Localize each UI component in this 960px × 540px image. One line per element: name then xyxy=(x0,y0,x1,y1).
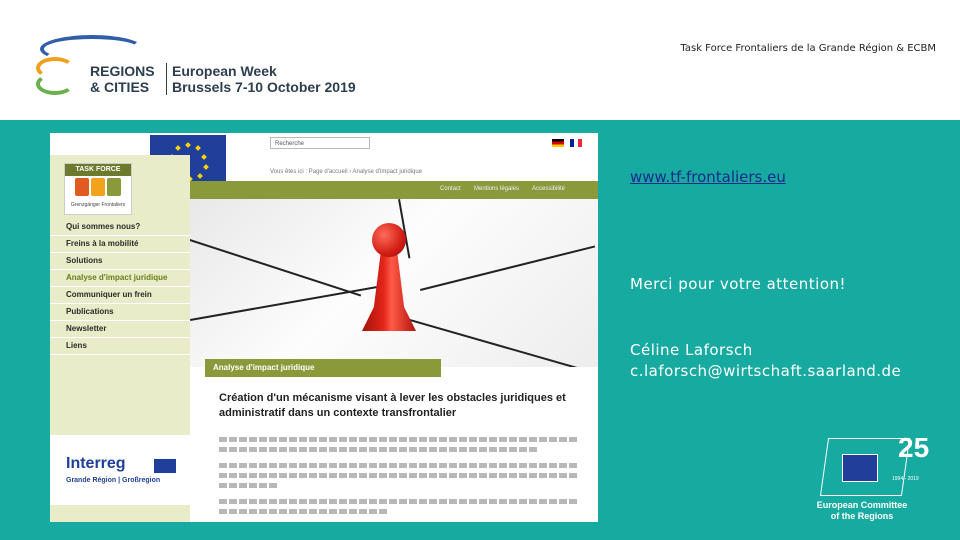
task-force-logo-title: TASK FORCE xyxy=(65,164,131,176)
website-screenshot xyxy=(50,133,598,522)
red-pawn-head xyxy=(372,223,406,257)
nav-link-contact[interactable]: Contact xyxy=(440,186,461,192)
website-menu xyxy=(50,219,190,355)
text-line xyxy=(219,509,389,514)
person-icon xyxy=(107,178,121,196)
star-icon xyxy=(185,142,191,148)
interreg-name: Interreg xyxy=(66,455,126,472)
menu-item-report-obstacle[interactable]: Communiquer un frein xyxy=(50,287,190,304)
contact-name: Céline Laforsch xyxy=(630,341,753,359)
path-line xyxy=(190,239,361,297)
text-line xyxy=(219,447,539,452)
regions-cities-logo xyxy=(36,33,356,103)
eu-flag-icon xyxy=(154,459,176,473)
website-nav-bar xyxy=(190,181,598,199)
slide-header xyxy=(0,0,960,120)
committee-name xyxy=(814,500,910,522)
menu-item-links[interactable]: Liens xyxy=(50,338,190,355)
logo-swoosh-icon xyxy=(36,73,74,95)
thanks-text: Merci pour votre attention! xyxy=(630,275,847,293)
logo-text-event: European Week xyxy=(172,63,277,79)
red-pawn-body xyxy=(362,251,416,331)
star-icon xyxy=(203,164,209,170)
committee-of-regions-logo xyxy=(816,432,930,527)
path-line xyxy=(420,245,595,290)
anniversary-years: 1994 - 2019 xyxy=(892,476,919,482)
menu-item-newsletter[interactable]: Newsletter xyxy=(50,321,190,338)
article-content xyxy=(205,377,598,522)
german-flag-icon[interactable] xyxy=(552,139,564,147)
menu-item-publications[interactable]: Publications xyxy=(50,304,190,321)
star-icon xyxy=(195,145,201,151)
site-search-input[interactable]: Recherche xyxy=(270,137,370,149)
website-link[interactable]: www.tf-frontaliers.eu xyxy=(630,168,786,186)
interreg-logo[interactable] xyxy=(50,435,190,505)
anniversary-number: 25 xyxy=(898,432,930,463)
path-line xyxy=(190,286,377,321)
nav-link-legal[interactable]: Mentions légales xyxy=(474,186,520,192)
star-icon xyxy=(197,173,203,179)
menu-item-legal-impact[interactable]: Analyse d'impact juridique xyxy=(50,270,190,287)
text-line xyxy=(219,499,579,504)
breadcrumb: Vous êtes ici : Page d'accueil › Analyse d'impact juridique xyxy=(270,169,423,175)
logo-divider xyxy=(166,63,167,95)
menu-item-obstacles[interactable]: Freins à la mobilité xyxy=(50,236,190,253)
french-flag-icon[interactable] xyxy=(570,139,582,147)
task-force-logo-subtitle: Grenzgänger Frontaliers xyxy=(70,202,126,208)
task-force-logo[interactable] xyxy=(64,163,132,215)
interreg-region: Grande Région | Großregion xyxy=(66,477,161,484)
eu-flag-icon xyxy=(842,454,878,482)
person-icon xyxy=(91,178,105,196)
contact-block xyxy=(630,340,901,382)
star-icon xyxy=(201,154,207,160)
hero-image-red-pawn xyxy=(190,199,598,367)
text-line xyxy=(219,483,279,488)
menu-item-about[interactable]: Qui sommes nous? xyxy=(50,219,190,236)
slide-title: Task Force Frontaliers de la Grande Région & ECBM xyxy=(680,43,936,54)
text-line xyxy=(219,463,579,468)
person-icon xyxy=(75,178,89,196)
contact-email[interactable]: c.laforsch@wirtschaft.saarland.de xyxy=(630,362,902,380)
logo-text-cities: & CITIES xyxy=(90,79,150,95)
article-headline: Création d'un mécanisme visant à lever les obstacles juridiques et administratif dans un contexte transfrontalier xyxy=(219,392,566,419)
logo-text-regions: REGIONS xyxy=(90,63,155,79)
committee-name-line2: of the Regions xyxy=(830,511,894,521)
text-line xyxy=(219,473,579,478)
menu-item-solutions[interactable]: Solutions xyxy=(50,253,190,270)
section-tab: Analyse d'impact juridique xyxy=(205,359,441,377)
website-sidebar xyxy=(50,155,190,522)
committee-name-line1: European Committee xyxy=(816,500,908,510)
text-line xyxy=(219,437,579,442)
logo-text-dates: Brussels 7-10 October 2019 xyxy=(172,79,356,95)
nav-link-accessibility[interactable]: Accessibilité xyxy=(532,186,566,192)
star-icon xyxy=(175,145,181,151)
